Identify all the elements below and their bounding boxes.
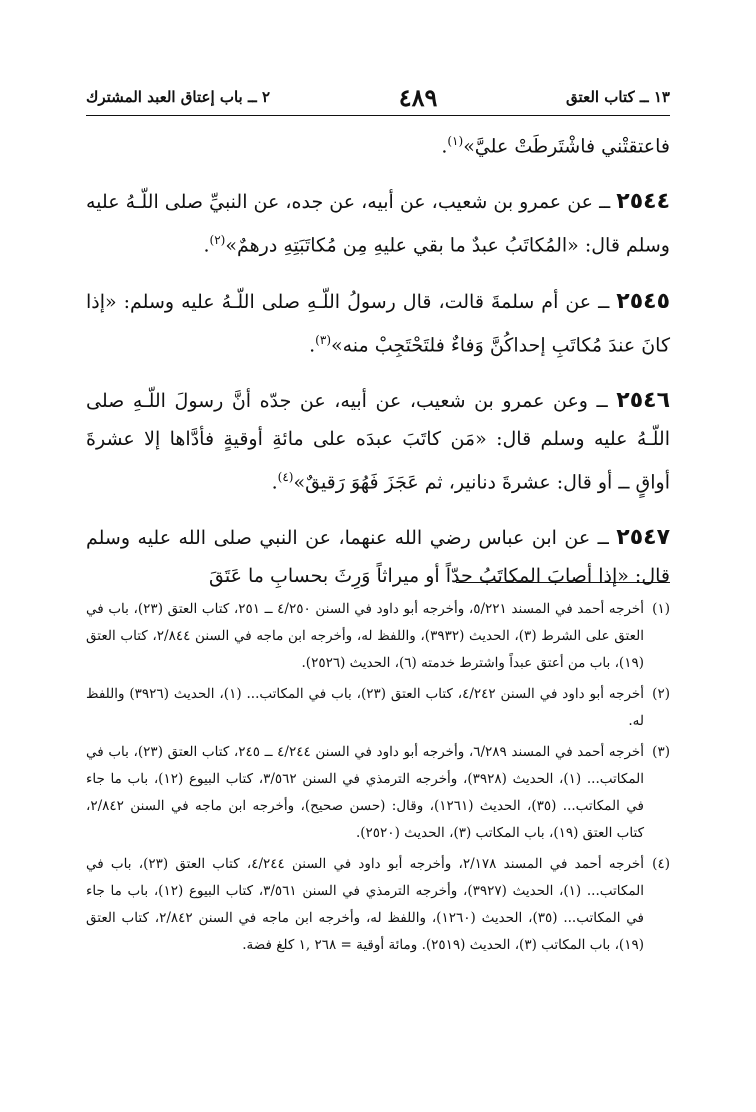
- hadith-paragraph: [86, 519, 670, 595]
- hadith-paragraph: [86, 382, 670, 501]
- hadith-end: .: [271, 471, 278, 494]
- running-header: [86, 82, 670, 112]
- footnote-number: (٤): [652, 856, 670, 872]
- footnote-ref: (٣): [315, 332, 331, 347]
- footnote-number: (١): [652, 601, 670, 617]
- footnote-text: أخرجه أبو داود في السنن ٤/٢٤٢، كتاب العتق (٢٣)، باب في المكاتب... (١)، الحديث (٣٩٢٦) واللفظ له.: [86, 686, 645, 729]
- hadith-paragraph: [86, 183, 670, 264]
- chapter-title: ١٣ ــ كتاب العتق: [566, 88, 670, 106]
- hadith-number: ٢٥٤٥: [616, 288, 670, 314]
- footnote-divider: [456, 582, 670, 583]
- footnote: [86, 851, 670, 959]
- continuation-text: فاعتقتْني فاشْتَرطَتْ عليَّ»: [463, 135, 670, 158]
- footnote-text: أخرجه أحمد في المسند ٦/٢٨٩، وأخرجه أبو داود في السنن ٤/٢٤٤ ــ ٢٤٥، كتاب العتق (٢٣)، باب في المكاتب... (١)، الحديث (٣٩٢٨)، وأخرجه الترمذي في السنن ٣/٥٦٢، كتاب البيوع (١٢)، باب ما جاء في المكاتب... (٣٥)، الحديث (١٢٦١)، وقال: (حسن صحيح)، وأخرجه ابن ماجه في السنن ٢/٨٤٢، كتاب العتق (١٩)، باب المكاتب (٣)، الحديث (٢٥٢٠).: [86, 744, 645, 841]
- hadith-number: ٢٥٤٦: [616, 387, 670, 413]
- continuation-paragraph: [86, 122, 670, 165]
- hadith-text: ــ عن ابن عباس رضي الله عنهما، عن النبي صلى الله عليه وسلم قال: «إذا أصابَ المكاتَبُ حدّاً أو ميراثاً وَرِثَ بحسابِ ما عَتَقَ: [86, 527, 670, 588]
- footnote: [86, 681, 670, 735]
- hadith-end: .: [203, 234, 210, 257]
- hadith-number: ٢٥٤٤: [616, 189, 670, 215]
- footnote-number: (٢): [652, 686, 670, 702]
- footnote-text: أخرجه أحمد في المسند ٢/١٧٨، وأخرجه أبو داود في السنن ٤/٢٤٤، كتاب العتق (٢٣)، باب في المكاتب... (١)، الحديث (٣٩٢٧)، وأخرجه الترمذي في السنن ٣/٥٦١، كتاب البيوع (١٢)، باب ما جاء في المكاتب... (٣٥)، الحديث (١٢٦٠)، واللفظ له، وأخرجه ابن ماجه في السنن ٢/٨٤٢، كتاب العتق (١٩)، باب المكاتب (٣)، الحديث (٢٥١٩). ومائة أوقية = ٢٦٨ ,١ كلغ فضة.: [86, 856, 644, 953]
- footnote-text: أخرجه أحمد في المسند ٥/٢٢١، وأخرجه أبو داود في السنن ٤/٢٥٠ ــ ٢٥١، كتاب العتق (٢٣)، باب في العتق على الشرط (٣)، الحديث (٣٩٣٢)، واللفظ له، وأخرجه ابن ماجه في السنن ٢/٨٤٤، كتاب العتق (١٩)، باب من أعتق عبداً واشترط خدمته (٦)، الحديث (٢٥٢٦).: [86, 601, 645, 671]
- hadith-text: ــ عن عمرو بن شعيب، عن أبيه، عن جده، عن النبيِّ صلى اللّـهُ عليه وسلم قال: «المُكاتَبُ عبدٌ ما بقي عليهِ مِن مُكاتَبَتِهِ درهمٌ»: [86, 191, 670, 257]
- footnote-number: (٣): [652, 744, 670, 760]
- footnote-ref: (٢): [209, 233, 226, 248]
- footnote-ref: (١): [447, 134, 464, 148]
- page-number: ٤٨٩: [398, 82, 438, 112]
- hadith-end: .: [309, 333, 316, 356]
- hadith-number: ٢٥٤٧: [616, 525, 670, 551]
- header-divider: [86, 115, 670, 116]
- hadith-text: ــ وعن عمرو بن شعيب، عن أبيه، عن جدّه أنَّ رسولَ اللّـهِ صلى اللّـهُ عليه وسلم قال: «مَن كاتَبَ عبدَه على مائةِ أوقيةٍ فأدَّاها إلا عشرةَ أواقٍ ــ أو قال: عشرةَ دنانير، ثم عَجَزَ فَهُوَ رَقيقٌ»: [86, 389, 670, 494]
- footnote: [86, 596, 670, 677]
- footnotes: [86, 596, 670, 963]
- continuation-end: .: [441, 135, 448, 158]
- hadith-paragraph: [86, 283, 670, 364]
- footnote-ref: (٤): [277, 469, 294, 484]
- section-title: ٢ ــ باب إعتاق العبد المشترك: [86, 88, 271, 106]
- hadith-text: ــ عن أم سلمةَ قالت، قال رسولُ اللّـهِ صلى اللّـهُ عليه وسلم: «إذا كانَ عندَ مُكاتَبِ إحداكُنَّ وَفاءٌ فلتَحْتَجِبْ منه»: [86, 290, 670, 356]
- main-text: [86, 122, 670, 595]
- footnote: [86, 739, 670, 847]
